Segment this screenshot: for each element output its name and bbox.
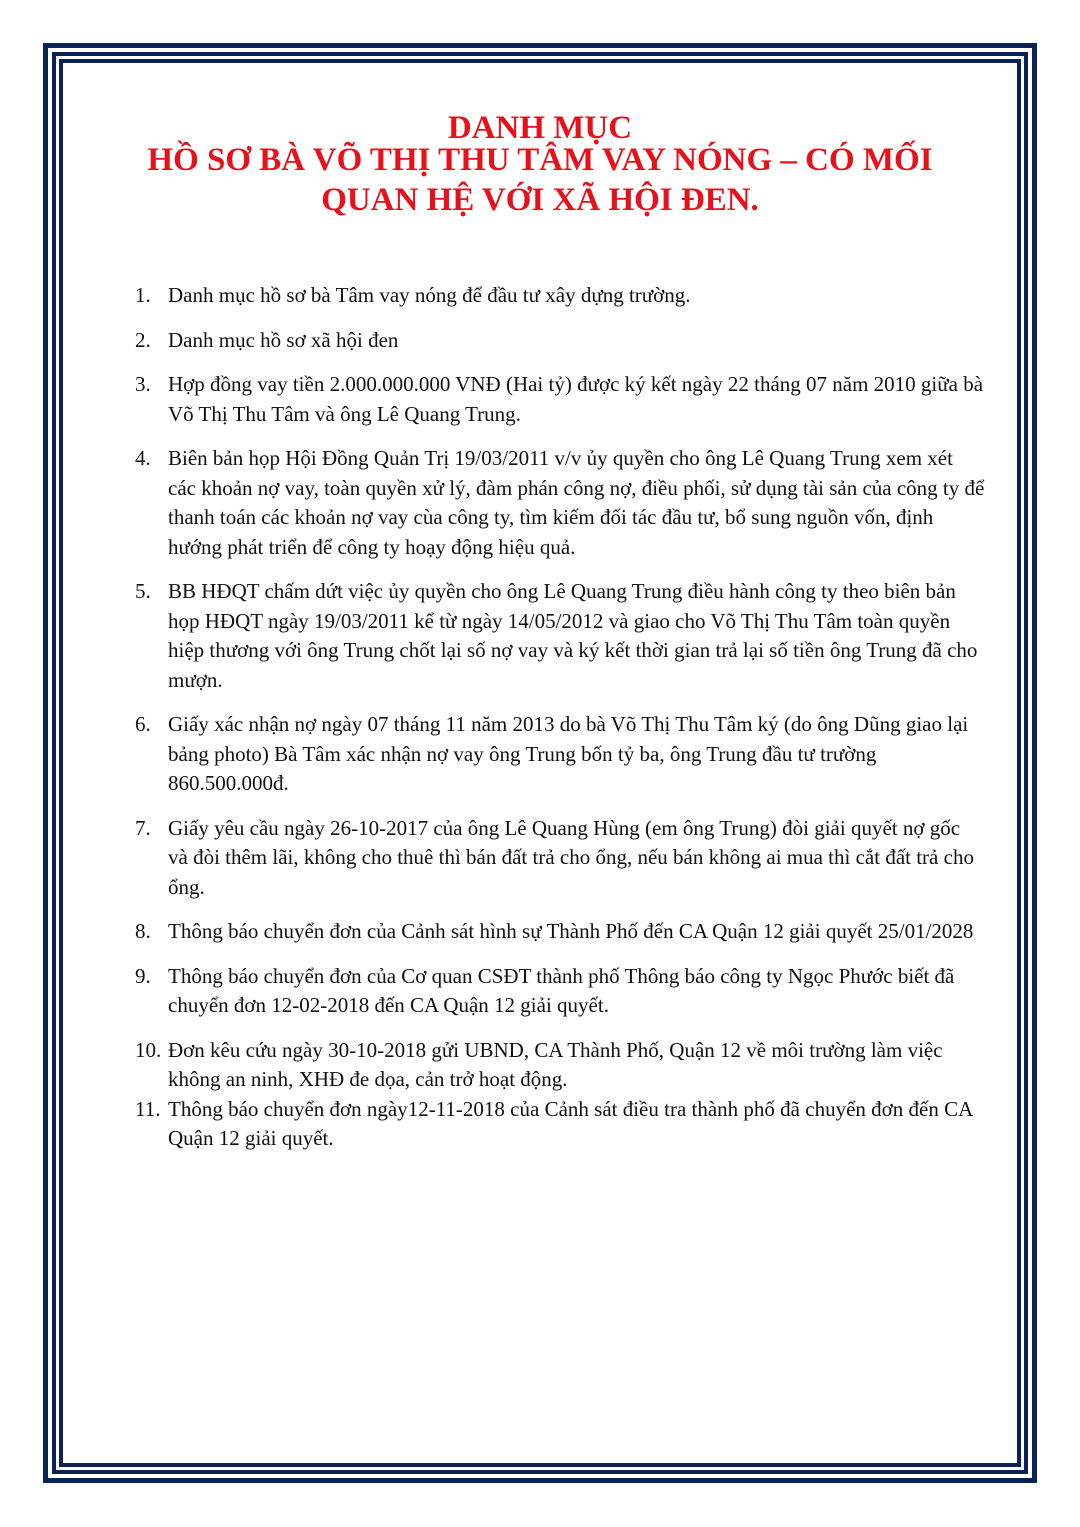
item-number: 8. [135,919,151,943]
subtitle-line-2: QUAN HỆ VỚI XÃ HỘI ĐEN. [321,182,759,218]
item-text: Hợp đồng vay tiền 2.000.000.000 VNĐ (Hai tỷ) được ký kết ngày 22 tháng 07 năm 2010 giữa bà Võ Thị Thu Tâm và ông Lê Quang Trung. [168,372,984,426]
list-item [135,281,985,311]
list-item [135,577,985,695]
item-text: Thông báo chuyển đơn ngày12-11-2018 của Cảnh sát điều tra thành phố đã chuyển đơn đến CA Quận 12 giải quyết. [168,1096,973,1150]
item-number: 3. [135,372,151,396]
item-text: Giấy yêu cầu ngày 26-10-2017 của ông Lê Quang Hùng (em ông Trung) đòi giải quyết nợ gốc và đòi thêm lãi, không cho thuê thì bán đất trả cho ổng, nếu bán không ai mua thì cắt đất trả cho ổng. [168,815,974,899]
document-subtitle [60,140,1020,220]
item-number: 2. [135,327,151,352]
list-item [135,962,985,1021]
list-item [135,326,985,356]
subtitle-line-1: HỒ SƠ BÀ VÕ THỊ THU TÂM VAY NÓNG – CÓ MỐI [147,142,933,178]
item-text: Giấy xác nhận nợ ngày 07 tháng 11 năm 2013 do bà Võ Thị Thu Tâm ký (do ông Dũng giao lại bảng photo) Bà Tâm xác nhận nợ vay ông Trung bốn tỷ ba, ông Trung đầu tư trường 860.500.000đ. [168,712,969,795]
item-text: Biên bản họp Hội Đồng Quản Trị 19/03/2011 v/v ủy quyền cho ông Lê Quang Trung xem xét các khoản nợ vay, toàn quyền xử lý, đàm phán công nợ, điều phối, sử dụng tài sản của công ty để thanh toán các khoản nợ vay cùa công ty, tìm kiếm đối tác đầu tư, bổ sung nguồn vốn, định hướng phát triển để công ty hoạy động hiệu quả. [168,446,985,559]
item-number: 7. [135,815,151,840]
item-text: Thông báo chuyển đơn của Cảnh sát hình sự Thành Phố đến CA Quận 12 giải quyết 25/01/2028 [168,919,974,943]
list-item [135,1036,985,1095]
item-text: Thông báo chuyển đơn của Cơ quan CSĐT thành phố Thông báo công ty Ngọc Phước biết đã chuyển đơn 12-02-2018 đến CA Quận 12 giải quyết. [168,963,955,1017]
item-number: 4. [135,446,151,470]
list-item [135,1095,985,1154]
item-text: Danh mục hồ sơ bà Tâm vay nóng để đầu tư xây dựng trường. [168,283,691,307]
item-number: 9. [135,963,151,988]
item-number: 5. [135,579,151,603]
document-title: DANH MỤC [447,110,633,146]
list-item [135,917,985,947]
item-text: Đơn kêu cứu ngày 30-10-2018 gửi UBND, CA Thành Phố, Quận 12 về môi trường làm việc không an ninh, XHĐ đe dọa, cản trở hoạt động. [168,1037,943,1091]
list-item [135,370,985,429]
document-list [135,281,985,1154]
item-number: 10. [135,1037,162,1062]
list-item [135,444,985,562]
item-number: 11. [135,1096,161,1121]
list-item [135,814,985,903]
item-text: Danh mục hồ sơ xã hội đen [168,327,399,352]
item-number: 6. [135,712,151,736]
item-number: 1. [135,283,151,307]
list-item [135,710,985,799]
item-text: BB HĐQT chấm dứt việc ủy quyền cho ông Lê Quang Trung điều hành công ty theo biên bản họp HĐQT ngày 19/03/2011 kể từ ngày 14/05/2012 và giao cho Võ Thị Thu Tâm toàn quyền hiệp thương với ông Trung chốt lại số nợ vay và ký kết thời gian trả lại số tiền ông Trung đã cho mượn. [168,579,978,692]
